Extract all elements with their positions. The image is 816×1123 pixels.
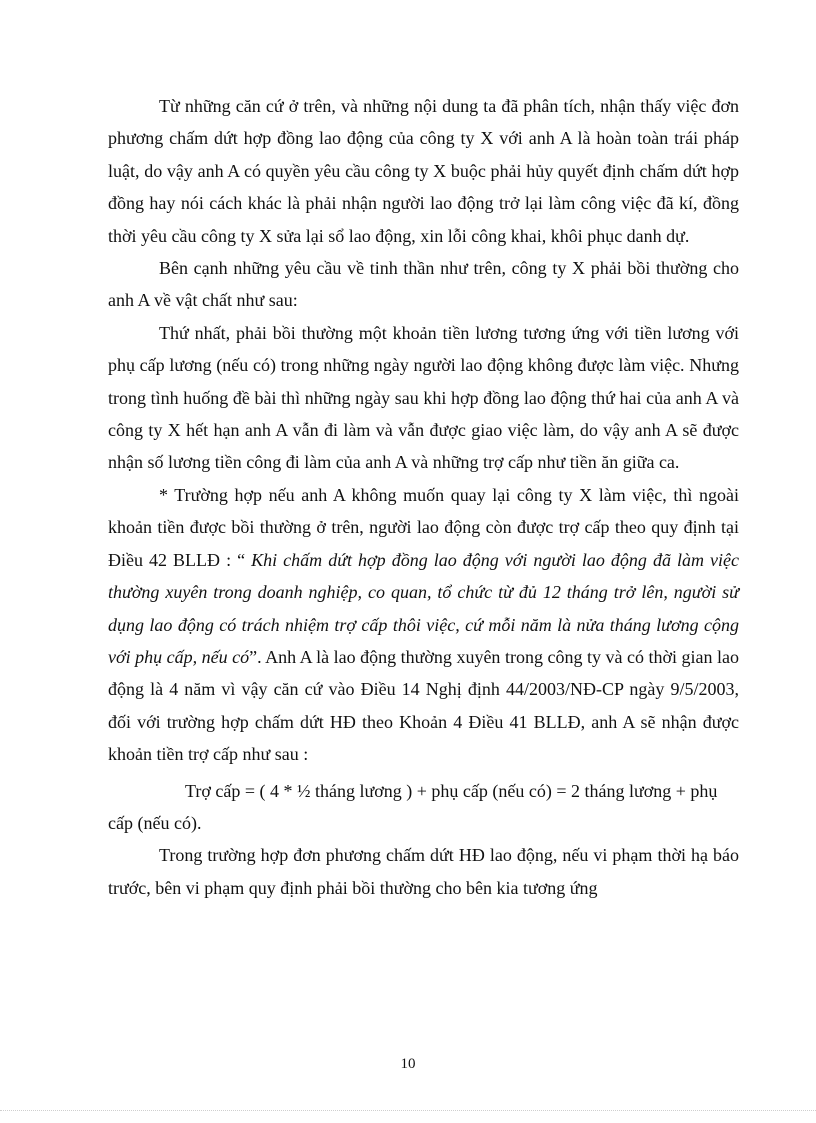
document-body bbox=[108, 90, 739, 904]
paragraph-conclusion: Từ những căn cứ ở trên, và những nội dung ta đã phân tích, nhận thấy việc đơn phương chấm dứt hợp đồng lao động của công ty X với anh A là hoàn toàn trái pháp luật, do vậy anh A có quyền yêu cầu công ty X buộc phải hủy quyết định chấm dứt hợp đồng hay nói cách khác là phải nhận người lao động trở lại làm công việc đã kí, đồng thời yêu cầu công ty X sửa lại sổ lao động, xin lỗi công khai, khôi phục danh dự. bbox=[108, 96, 739, 246]
severance-formula: Trợ cấp = ( 4 * ½ tháng lương ) + phụ cấp (nếu có) = 2 tháng lương + phụ cấp (nếu có). bbox=[108, 780, 718, 833]
paragraph-notice-violation: Trong trường hợp đơn phương chấm dứt HĐ lao động, nếu vi phạm thời hạ báo trước, bên vi phạm quy định phải bồi thường cho bên kia tương ứng bbox=[108, 845, 739, 898]
page-number: 10 bbox=[400, 1056, 416, 1072]
severance-law-quote: Khi chấm dứt hợp đồng lao động với người lao động đã làm việc thường xuyên trong doanh nghiệp, co quan, tổ chức từ đủ 12 tháng trở lên, người sử dụng lao động có trách nhiệm trợ cấp thôi việc, cứ mỗi năm là nửa tháng lương cộng với phụ cấp, nếu có bbox=[108, 549, 739, 667]
paragraph-material-compensation: Bên cạnh những yêu cầu về tinh thần như trên, công ty X phải bồi thường cho anh A về vật chất như sau: bbox=[108, 258, 739, 311]
page-bottom-divider bbox=[0, 1110, 816, 1111]
severance-text-after: ”. Anh A là lao động thường xuyên trong công ty và có thời gian lao động là 4 năm vì vậy căn cứ vào Điều 14 Nghị định 44/2003/NĐ-CP ngày 9/5/2003, đối với trường hợp chấm dứt HĐ theo Khoản 4 Điều 41 BLLĐ, anh A sẽ nhận được khoản tiền trợ cấp như sau : bbox=[108, 646, 739, 765]
paragraph-first-compensation: Thứ nhất, phải bồi thường một khoản tiền lương tương ứng với tiền lương với phụ cấp lương (nếu có) trong những ngày người lao động không được làm việc. Nhưng trong tình huống đề bài thì những ngày sau khi hợp đồng lao động thứ hai của anh A và công ty X hết hạn anh A vẫn đi làm và vẫn được giao việc làm, do vậy anh A sẽ được nhận số lương tiền công đi làm của anh A và những trợ cấp như tiền ăn giữa ca. bbox=[108, 322, 739, 473]
paragraph-severance-case bbox=[108, 479, 739, 771]
severance-text-before: * Trường hợp nếu anh A không muốn quay lại công ty X làm việc, thì ngoài khoản tiền được bồi thường ở trên, người lao động còn được trợ cấp theo quy định tại Điều 42 BLLĐ : “ bbox=[108, 484, 739, 570]
